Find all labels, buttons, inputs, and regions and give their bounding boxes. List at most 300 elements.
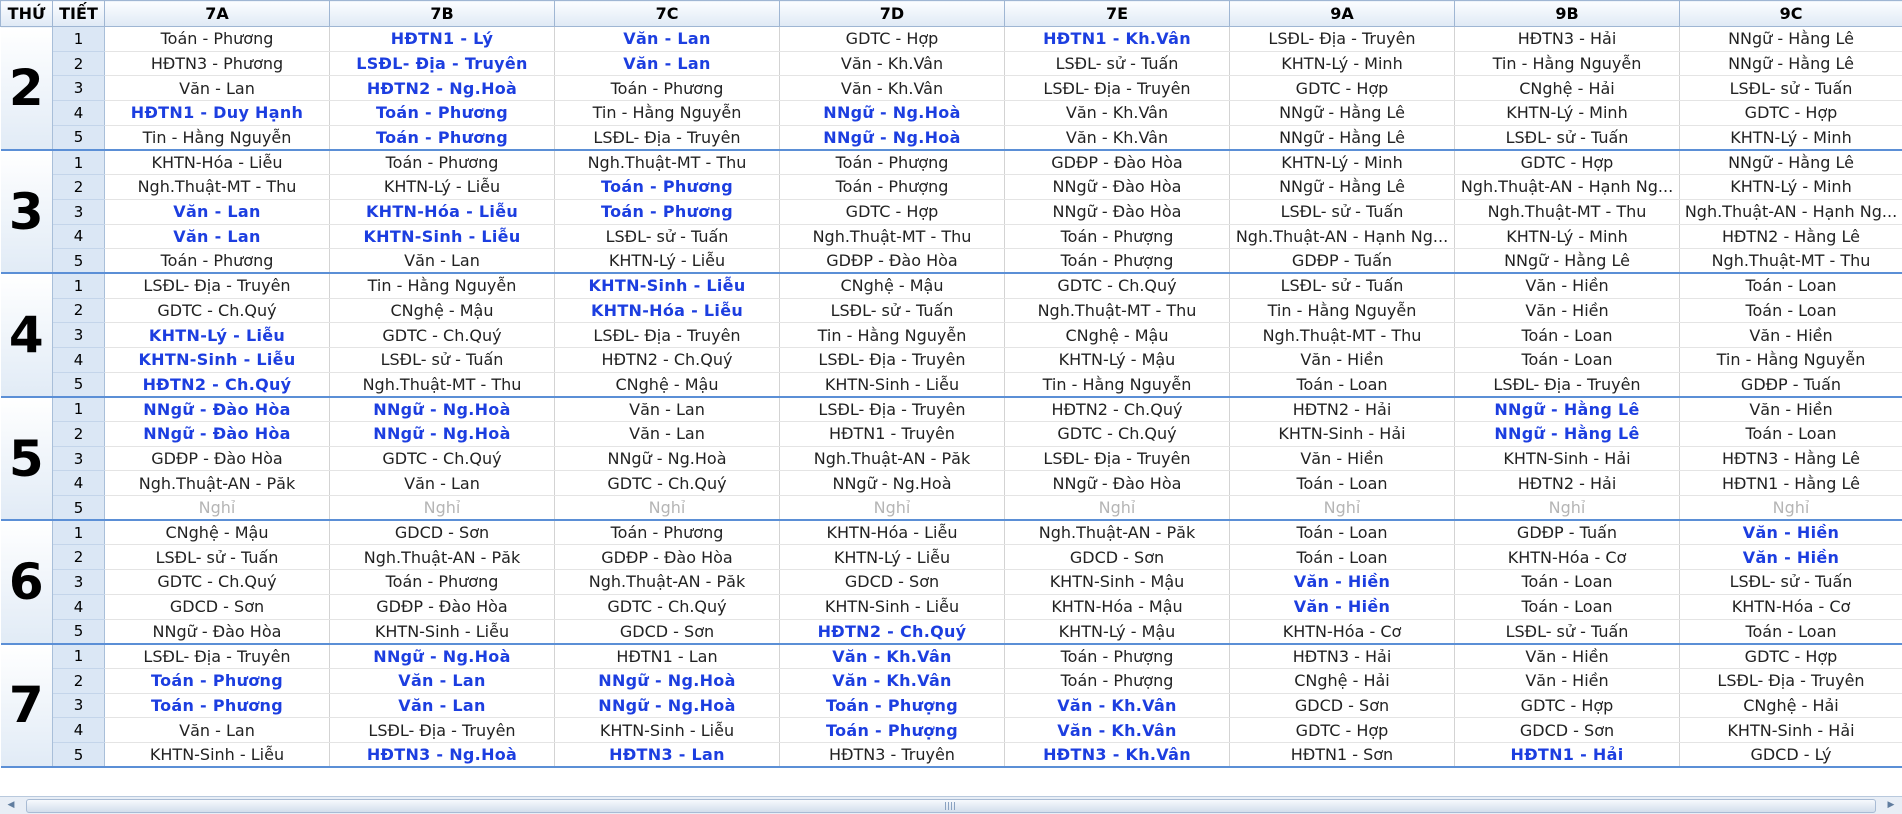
lesson-cell[interactable]: HĐTN2 - Ch.Quý bbox=[105, 372, 330, 397]
lesson-cell[interactable]: GDCD - Sơn bbox=[555, 619, 780, 644]
lesson-cell[interactable]: Toán - Loan bbox=[1680, 298, 1902, 323]
class-header-7a[interactable]: 7A bbox=[105, 1, 330, 27]
lesson-cell[interactable]: KHTN-Lý - Liễu bbox=[780, 545, 1005, 570]
lesson-cell[interactable]: Ngh.Thuật-AN - Hạnh Ng... bbox=[1680, 199, 1902, 224]
period-number[interactable]: 4 bbox=[53, 594, 105, 619]
table-row bbox=[1, 273, 1902, 298]
lesson-cell[interactable]: KHTN-Lý - Minh bbox=[1230, 150, 1455, 175]
lesson-cell[interactable]: Văn - Lan bbox=[105, 76, 330, 101]
lesson-cell[interactable]: GDĐP - Đào Hòa bbox=[105, 446, 330, 471]
period-number[interactable]: 3 bbox=[53, 76, 105, 101]
lesson-cell[interactable]: HĐTN3 - Hằng Lê bbox=[1680, 446, 1902, 471]
period-number[interactable]: 1 bbox=[53, 150, 105, 175]
lesson-cell[interactable]: Toán - Phương bbox=[555, 76, 780, 101]
lesson-cell[interactable]: HĐTN1 - Lý bbox=[330, 27, 555, 52]
lesson-cell[interactable]: Tin - Hằng Nguyễn bbox=[105, 125, 330, 150]
lesson-cell[interactable]: NNgữ - Đào Hòa bbox=[1005, 471, 1230, 496]
lesson-cell[interactable]: Văn - Kh.Vân bbox=[1005, 693, 1230, 718]
lesson-cell[interactable]: KHTN-Sinh - Mậu bbox=[1005, 570, 1230, 595]
lesson-cell[interactable]: Toán - Phượng bbox=[780, 718, 1005, 743]
lesson-cell[interactable]: GDTC - Ch.Quý bbox=[555, 471, 780, 496]
lesson-cell[interactable]: Toán - Phượng bbox=[1005, 644, 1230, 669]
lesson-cell[interactable]: Toán - Loan bbox=[1680, 422, 1902, 447]
lesson-cell[interactable]: KHTN-Hóa - Cơ bbox=[1455, 545, 1680, 570]
lesson-cell[interactable]: LSĐL- sử - Tuấn bbox=[555, 224, 780, 249]
scroll-left-arrow-icon[interactable]: ◀ bbox=[4, 799, 18, 812]
lesson-cell[interactable]: NNgữ - Ng.Hoà bbox=[780, 471, 1005, 496]
lesson-cell[interactable]: HĐTN2 - Hải bbox=[1455, 471, 1680, 496]
lesson-cell[interactable]: LSĐL- Địa - Truyên bbox=[780, 347, 1005, 372]
lesson-cell[interactable]: KHTN-Lý - Minh bbox=[1680, 125, 1902, 150]
lesson-cell[interactable]: CNghệ - Mậu bbox=[555, 372, 780, 397]
lesson-cell[interactable]: Văn - Lan bbox=[105, 718, 330, 743]
period-number[interactable]: 3 bbox=[53, 446, 105, 471]
horizontal-scrollbar[interactable] bbox=[0, 796, 1902, 814]
lesson-cell[interactable]: NNgữ - Ng.Hoà bbox=[780, 101, 1005, 126]
lesson-cell[interactable]: Toán - Phượng bbox=[780, 175, 1005, 200]
lesson-cell[interactable]: LSĐL- Địa - Truyên bbox=[330, 51, 555, 76]
lesson-cell[interactable]: GDCD - Lý bbox=[1680, 742, 1902, 767]
lesson-cell[interactable]: LSĐL- Địa - Truyên bbox=[1680, 668, 1902, 693]
lesson-cell[interactable]: Ngh.Thuật-MT - Thu bbox=[1680, 249, 1902, 274]
lesson-cell[interactable]: Văn - Hiền bbox=[1680, 323, 1902, 348]
lesson-cell[interactable]: NNgữ - Đào Hòa bbox=[105, 422, 330, 447]
period-number[interactable]: 4 bbox=[53, 224, 105, 249]
lesson-cell[interactable]: Toán - Phương bbox=[105, 27, 330, 52]
period-column-header[interactable]: TIẾT bbox=[53, 1, 105, 27]
scrollbar-thumb[interactable] bbox=[26, 799, 1876, 813]
period-number[interactable]: 5 bbox=[53, 372, 105, 397]
lesson-cell[interactable]: GDCD - Sơn bbox=[105, 594, 330, 619]
lesson-cell[interactable]: NNgữ - Hằng Lê bbox=[1680, 150, 1902, 175]
lesson-cell[interactable]: GDTC - Hợp bbox=[1230, 76, 1455, 101]
lesson-cell[interactable]: NNgữ - Hằng Lê bbox=[1230, 125, 1455, 150]
table-row bbox=[1, 742, 1902, 767]
lesson-cell[interactable]: Văn - Lan bbox=[555, 422, 780, 447]
lesson-cell[interactable]: LSĐL- Địa - Truyên bbox=[105, 644, 330, 669]
day-label[interactable]: 2 bbox=[1, 27, 53, 150]
lesson-cell[interactable]: GDCD - Sơn bbox=[780, 570, 1005, 595]
lesson-cell[interactable]: Nghỉ bbox=[1680, 496, 1902, 521]
lesson-cell[interactable]: Tin - Hằng Nguyễn bbox=[330, 273, 555, 298]
lesson-cell[interactable]: LSĐL- Địa - Truyên bbox=[1005, 76, 1230, 101]
lesson-cell[interactable]: Văn - Lan bbox=[330, 693, 555, 718]
lesson-cell[interactable]: KHTN-Sinh - Hải bbox=[1455, 446, 1680, 471]
lesson-cell[interactable]: Nghỉ bbox=[555, 496, 780, 521]
class-header-9b[interactable]: 9B bbox=[1455, 1, 1680, 27]
period-number[interactable]: 5 bbox=[53, 249, 105, 274]
lesson-cell[interactable]: LSĐL- sử - Tuấn bbox=[1680, 570, 1902, 595]
lesson-cell[interactable]: Toán - Loan bbox=[1455, 570, 1680, 595]
class-header-7e[interactable]: 7E bbox=[1005, 1, 1230, 27]
lesson-cell[interactable]: NNgữ - Hằng Lê bbox=[1455, 397, 1680, 422]
lesson-cell[interactable]: Toán - Phương bbox=[330, 101, 555, 126]
lesson-cell[interactable]: KHTN-Sinh - Liễu bbox=[330, 224, 555, 249]
table-row bbox=[1, 347, 1902, 372]
lesson-cell[interactable]: Văn - Kh.Vân bbox=[1005, 125, 1230, 150]
period-number[interactable]: 4 bbox=[53, 347, 105, 372]
lesson-cell[interactable]: GDĐP - Tuấn bbox=[1230, 249, 1455, 274]
lesson-cell[interactable]: Toán - Phương bbox=[330, 125, 555, 150]
lesson-cell[interactable]: Văn - Kh.Vân bbox=[780, 51, 1005, 76]
lesson-cell[interactable]: HĐTN3 - Kh.Vân bbox=[1005, 742, 1230, 767]
lesson-cell[interactable]: Văn - Kh.Vân bbox=[1005, 718, 1230, 743]
period-number[interactable]: 1 bbox=[53, 520, 105, 545]
lesson-cell[interactable]: KHTN-Lý - Minh bbox=[1680, 175, 1902, 200]
lesson-cell[interactable]: Toán - Loan bbox=[1455, 347, 1680, 372]
lesson-cell[interactable]: Toán - Loan bbox=[1230, 471, 1455, 496]
lesson-cell[interactable]: KHTN-Hóa - Liễu bbox=[105, 150, 330, 175]
period-number[interactable]: 3 bbox=[53, 199, 105, 224]
table-row bbox=[1, 520, 1902, 545]
lesson-cell[interactable]: Văn - Kh.Vân bbox=[1005, 101, 1230, 126]
lesson-cell[interactable]: NNgữ - Hằng Lê bbox=[1680, 27, 1902, 52]
period-number[interactable]: 2 bbox=[53, 51, 105, 76]
lesson-cell[interactable]: Nghỉ bbox=[1005, 496, 1230, 521]
lesson-cell[interactable]: KHTN-Lý - Mậu bbox=[1005, 619, 1230, 644]
lesson-cell[interactable]: LSĐL- sử - Tuấn bbox=[1230, 273, 1455, 298]
lesson-cell[interactable]: GDTC - Hợp bbox=[1230, 718, 1455, 743]
table-row bbox=[1, 397, 1902, 422]
lesson-cell[interactable]: LSĐL- Địa - Truyên bbox=[1455, 372, 1680, 397]
lesson-cell[interactable]: Tin - Hằng Nguyễn bbox=[780, 323, 1005, 348]
lesson-cell[interactable]: HĐTN3 - Hải bbox=[1230, 644, 1455, 669]
day-label[interactable]: 3 bbox=[1, 150, 53, 273]
lesson-cell[interactable]: KHTN-Lý - Minh bbox=[1455, 224, 1680, 249]
day-label[interactable]: 7 bbox=[1, 644, 53, 767]
scroll-right-arrow-icon[interactable]: ▶ bbox=[1884, 799, 1898, 812]
lesson-cell[interactable]: HĐTN2 - Ch.Quý bbox=[1005, 397, 1230, 422]
period-number[interactable]: 5 bbox=[53, 125, 105, 150]
lesson-cell[interactable]: HĐTN1 - Hằng Lê bbox=[1680, 471, 1902, 496]
lesson-cell[interactable]: Toán - Phượng bbox=[1005, 224, 1230, 249]
lesson-cell[interactable]: NNgữ - Đào Hòa bbox=[1005, 175, 1230, 200]
lesson-cell[interactable]: HĐTN3 - Hải bbox=[1455, 27, 1680, 52]
lesson-cell[interactable]: Nghỉ bbox=[780, 496, 1005, 521]
lesson-cell[interactable]: KHTN-Hóa - Cơ bbox=[1230, 619, 1455, 644]
lesson-cell[interactable]: KHTN-Sinh - Hải bbox=[1680, 718, 1902, 743]
period-number[interactable]: 2 bbox=[53, 422, 105, 447]
lesson-cell[interactable]: HĐTN3 - Ng.Hoà bbox=[330, 742, 555, 767]
lesson-cell[interactable]: CNghệ - Mậu bbox=[780, 273, 1005, 298]
lesson-cell[interactable]: GDTC - Ch.Quý bbox=[105, 570, 330, 595]
lesson-cell[interactable]: NNgữ - Ng.Hoà bbox=[330, 644, 555, 669]
lesson-cell[interactable]: Văn - Hiền bbox=[1230, 594, 1455, 619]
lesson-cell[interactable]: Toán - Phượng bbox=[1005, 249, 1230, 274]
table-row bbox=[1, 545, 1902, 570]
period-number[interactable]: 3 bbox=[53, 693, 105, 718]
lesson-cell[interactable]: LSĐL- sử - Tuấn bbox=[780, 298, 1005, 323]
lesson-cell[interactable]: Văn - Hiền bbox=[1455, 273, 1680, 298]
lesson-cell[interactable]: LSĐL- sử - Tuấn bbox=[330, 347, 555, 372]
lesson-cell[interactable]: Văn - Lan bbox=[330, 471, 555, 496]
lesson-cell[interactable]: Toán - Loan bbox=[1230, 372, 1455, 397]
table-row bbox=[1, 594, 1902, 619]
lesson-cell[interactable]: Văn - Kh.Vân bbox=[780, 644, 1005, 669]
lesson-cell[interactable]: KHTN-Lý - Liễu bbox=[330, 175, 555, 200]
lesson-cell[interactable]: Tin - Hằng Nguyễn bbox=[1455, 51, 1680, 76]
lesson-cell[interactable]: Toán - Loan bbox=[1680, 273, 1902, 298]
lesson-cell[interactable]: LSĐL- sử - Tuấn bbox=[1680, 76, 1902, 101]
lesson-cell[interactable]: Văn - Lan bbox=[105, 199, 330, 224]
class-header-7c[interactable]: 7C bbox=[555, 1, 780, 27]
lesson-cell[interactable]: Ngh.Thuật-MT - Thu bbox=[780, 224, 1005, 249]
lesson-cell[interactable]: Toán - Phượng bbox=[1005, 668, 1230, 693]
lesson-cell[interactable]: GDĐP - Tuấn bbox=[1455, 520, 1680, 545]
class-header-7d[interactable]: 7D bbox=[780, 1, 1005, 27]
lesson-cell[interactable]: Toán - Phương bbox=[330, 150, 555, 175]
lesson-cell[interactable]: Ngh.Thuật-AN - Păk bbox=[105, 471, 330, 496]
period-number[interactable]: 3 bbox=[53, 323, 105, 348]
period-number[interactable]: 3 bbox=[53, 570, 105, 595]
lesson-cell[interactable]: HĐTN3 - Truyên bbox=[780, 742, 1005, 767]
lesson-cell[interactable]: HĐTN1 - Lan bbox=[555, 644, 780, 669]
lesson-cell[interactable]: GDĐP - Tuấn bbox=[1680, 372, 1902, 397]
lesson-cell[interactable]: Ngh.Thuật-AN - Păk bbox=[780, 446, 1005, 471]
lesson-cell[interactable]: Văn - Hiền bbox=[1455, 298, 1680, 323]
lesson-cell[interactable]: Toán - Loan bbox=[1455, 323, 1680, 348]
lesson-cell[interactable]: KHTN-Hóa - Liễu bbox=[330, 199, 555, 224]
period-number[interactable]: 5 bbox=[53, 496, 105, 521]
lesson-cell[interactable]: GDTC - Hợp bbox=[1455, 150, 1680, 175]
day-label[interactable]: 4 bbox=[1, 273, 53, 396]
lesson-cell[interactable]: Văn - Hiền bbox=[1680, 545, 1902, 570]
lesson-cell[interactable]: HĐTN1 - Duy Hạnh bbox=[105, 101, 330, 126]
lesson-cell[interactable]: Văn - Lan bbox=[555, 397, 780, 422]
lesson-cell[interactable]: HĐTN1 - Sơn bbox=[1230, 742, 1455, 767]
lesson-cell[interactable]: Văn - Hiền bbox=[1230, 446, 1455, 471]
lesson-cell[interactable]: KHTN-Lý - Liễu bbox=[105, 323, 330, 348]
lesson-cell[interactable]: KHTN-Hóa - Mậu bbox=[1005, 594, 1230, 619]
lesson-cell[interactable]: Ngh.Thuật-MT - Thu bbox=[1455, 199, 1680, 224]
lesson-cell[interactable]: GDTC - Hợp bbox=[1455, 693, 1680, 718]
lesson-cell[interactable]: CNghệ - Mậu bbox=[330, 298, 555, 323]
lesson-cell[interactable]: NNgữ - Ng.Hoà bbox=[330, 397, 555, 422]
table-row bbox=[1, 249, 1902, 274]
lesson-cell[interactable]: GDĐP - Đào Hòa bbox=[780, 249, 1005, 274]
lesson-cell[interactable]: KHTN-Sinh - Hải bbox=[1230, 422, 1455, 447]
day-label[interactable]: 6 bbox=[1, 520, 53, 643]
class-header-7b[interactable]: 7B bbox=[330, 1, 555, 27]
lesson-cell[interactable]: GDĐP - Đào Hòa bbox=[330, 594, 555, 619]
lesson-cell[interactable]: KHTN-Lý - Minh bbox=[1230, 51, 1455, 76]
lesson-cell[interactable]: Văn - Lan bbox=[330, 249, 555, 274]
lesson-cell[interactable]: Văn - Kh.Vân bbox=[780, 76, 1005, 101]
lesson-cell[interactable]: CNghệ - Mậu bbox=[105, 520, 330, 545]
lesson-cell[interactable]: HĐTN1 - Truyên bbox=[780, 422, 1005, 447]
lesson-cell[interactable]: Toán - Phương bbox=[555, 175, 780, 200]
lesson-cell[interactable]: GDTC - Ch.Quý bbox=[555, 594, 780, 619]
period-number[interactable]: 2 bbox=[53, 175, 105, 200]
lesson-cell[interactable]: Ngh.Thuật-MT - Thu bbox=[555, 150, 780, 175]
lesson-cell[interactable]: Ngh.Thuật-MT - Thu bbox=[105, 175, 330, 200]
lesson-cell[interactable]: Tin - Hằng Nguyễn bbox=[1230, 298, 1455, 323]
lesson-cell[interactable]: Toán - Phương bbox=[555, 520, 780, 545]
lesson-cell[interactable]: GDTC - Hợp bbox=[1680, 644, 1902, 669]
lesson-cell[interactable]: NNgữ - Ng.Hoà bbox=[330, 422, 555, 447]
lesson-cell[interactable]: LSĐL- sử - Tuấn bbox=[1455, 125, 1680, 150]
lesson-cell[interactable]: Nghỉ bbox=[1230, 496, 1455, 521]
lesson-cell[interactable]: LSĐL- sử - Tuấn bbox=[1230, 199, 1455, 224]
lesson-cell[interactable]: CNghệ - Hải bbox=[1230, 668, 1455, 693]
lesson-cell[interactable]: Toán - Phượng bbox=[780, 693, 1005, 718]
lesson-cell[interactable]: NNgữ - Ng.Hoà bbox=[555, 446, 780, 471]
lesson-cell[interactable]: GDTC - Ch.Quý bbox=[105, 298, 330, 323]
lesson-cell[interactable]: Văn - Hiền bbox=[1680, 520, 1902, 545]
lesson-cell[interactable]: KHTN-Hóa - Cơ bbox=[1680, 594, 1902, 619]
period-number[interactable]: 1 bbox=[53, 397, 105, 422]
lesson-cell[interactable]: LSĐL- Địa - Truyên bbox=[330, 718, 555, 743]
lesson-cell[interactable]: KHTN-Lý - Minh bbox=[1455, 101, 1680, 126]
lesson-cell[interactable]: NNgữ - Đào Hòa bbox=[105, 397, 330, 422]
lesson-cell[interactable]: Toán - Loan bbox=[1455, 594, 1680, 619]
lesson-cell[interactable]: HĐTN2 - Hằng Lê bbox=[1680, 224, 1902, 249]
lesson-cell[interactable]: NNgữ - Ng.Hoà bbox=[555, 668, 780, 693]
lesson-cell[interactable]: KHTN-Sinh - Liễu bbox=[330, 619, 555, 644]
lesson-cell[interactable]: Văn - Hiền bbox=[1230, 347, 1455, 372]
lesson-cell[interactable]: Văn - Lan bbox=[555, 27, 780, 52]
lesson-cell[interactable]: Văn - Lan bbox=[555, 51, 780, 76]
lesson-cell[interactable]: Toán - Phương bbox=[105, 668, 330, 693]
lesson-cell[interactable]: NNgữ - Hằng Lê bbox=[1680, 51, 1902, 76]
lesson-cell[interactable]: KHTN-Sinh - Liễu bbox=[105, 347, 330, 372]
lesson-cell[interactable]: GDCD - Sơn bbox=[1455, 718, 1680, 743]
lesson-cell[interactable]: HĐTN2 - Ch.Quý bbox=[555, 347, 780, 372]
lesson-cell[interactable]: GDTC - Ch.Quý bbox=[1005, 273, 1230, 298]
lesson-cell[interactable]: Ngh.Thuật-MT - Thu bbox=[1230, 323, 1455, 348]
lesson-cell[interactable]: Toán - Loan bbox=[1680, 619, 1902, 644]
lesson-cell[interactable]: LSĐL- Địa - Truyên bbox=[780, 397, 1005, 422]
lesson-cell[interactable]: Văn - Lan bbox=[330, 668, 555, 693]
day-column-header[interactable]: THỨ bbox=[1, 1, 53, 27]
lesson-cell[interactable]: Toán - Phương bbox=[555, 199, 780, 224]
lesson-cell[interactable]: CNghệ - Hải bbox=[1455, 76, 1680, 101]
lesson-cell[interactable]: Văn - Lan bbox=[105, 224, 330, 249]
lesson-cell[interactable]: GDCD - Sơn bbox=[1230, 693, 1455, 718]
lesson-cell[interactable]: NNgữ - Hằng Lê bbox=[1455, 422, 1680, 447]
lesson-cell[interactable]: NNgữ - Đào Hòa bbox=[105, 619, 330, 644]
lesson-cell[interactable]: GDTC - Hợp bbox=[1680, 101, 1902, 126]
lesson-cell[interactable]: KHTN-Hóa - Liễu bbox=[555, 298, 780, 323]
lesson-cell[interactable]: Ngh.Thuật-AN - Hạnh Ng... bbox=[1455, 175, 1680, 200]
lesson-cell[interactable]: NNgữ - Đào Hòa bbox=[1005, 199, 1230, 224]
period-number[interactable]: 1 bbox=[53, 644, 105, 669]
lesson-cell[interactable]: HĐTN1 - Hải bbox=[1455, 742, 1680, 767]
lesson-cell[interactable]: NNgữ - Hằng Lê bbox=[1230, 175, 1455, 200]
lesson-cell[interactable]: GDTC - Hợp bbox=[780, 199, 1005, 224]
lesson-cell[interactable]: Tin - Hằng Nguyễn bbox=[1005, 372, 1230, 397]
lesson-cell[interactable]: Toán - Phương bbox=[330, 570, 555, 595]
lesson-cell[interactable]: Toán - Phương bbox=[105, 249, 330, 274]
lesson-cell[interactable]: GDTC - Hợp bbox=[780, 27, 1005, 52]
lesson-cell[interactable]: NNgữ - Ng.Hoà bbox=[780, 125, 1005, 150]
lesson-cell[interactable]: LSĐL- Địa - Truyên bbox=[555, 323, 780, 348]
period-number[interactable]: 2 bbox=[53, 545, 105, 570]
lesson-cell[interactable]: GDĐP - Đào Hòa bbox=[1005, 150, 1230, 175]
lesson-cell[interactable]: Ngh.Thuật-AN - Păk bbox=[1005, 520, 1230, 545]
lesson-cell[interactable]: HĐTN3 - Phương bbox=[105, 51, 330, 76]
lesson-cell[interactable]: HĐTN1 - Kh.Vân bbox=[1005, 27, 1230, 52]
lesson-cell[interactable]: Văn - Hiền bbox=[1455, 668, 1680, 693]
lesson-cell[interactable]: Văn - Hiền bbox=[1230, 570, 1455, 595]
period-number[interactable]: 1 bbox=[53, 27, 105, 52]
lesson-cell[interactable]: Nghỉ bbox=[330, 496, 555, 521]
lesson-cell[interactable]: LSĐL- sử - Tuấn bbox=[1455, 619, 1680, 644]
lesson-cell[interactable]: Toán - Phượng bbox=[780, 150, 1005, 175]
lesson-cell[interactable]: Nghỉ bbox=[105, 496, 330, 521]
lesson-cell[interactable]: GDTC - Ch.Quý bbox=[330, 446, 555, 471]
class-header-9c[interactable]: 9C bbox=[1680, 1, 1902, 27]
lesson-cell[interactable]: KHTN-Sinh - Liễu bbox=[555, 273, 780, 298]
period-number[interactable]: 2 bbox=[53, 298, 105, 323]
lesson-cell[interactable]: Tin - Hằng Nguyễn bbox=[555, 101, 780, 126]
lesson-cell[interactable]: Toán - Loan bbox=[1230, 520, 1455, 545]
lesson-cell[interactable]: Toán - Loan bbox=[1230, 545, 1455, 570]
lesson-cell[interactable]: GDCD - Sơn bbox=[1005, 545, 1230, 570]
period-number[interactable]: 4 bbox=[53, 718, 105, 743]
lesson-cell[interactable]: Tin - Hằng Nguyễn bbox=[1680, 347, 1902, 372]
lesson-cell[interactable]: HĐTN2 - Hải bbox=[1230, 397, 1455, 422]
lesson-cell[interactable]: Văn - Hiền bbox=[1680, 397, 1902, 422]
period-number[interactable]: 2 bbox=[53, 668, 105, 693]
lesson-cell[interactable]: HĐTN3 - Lan bbox=[555, 742, 780, 767]
lesson-cell[interactable]: LSĐL- Địa - Truyên bbox=[1230, 27, 1455, 52]
lesson-cell[interactable]: KHTN-Sinh - Liễu bbox=[105, 742, 330, 767]
class-header-9a[interactable]: 9A bbox=[1230, 1, 1455, 27]
lesson-cell[interactable]: KHTN-Sinh - Liễu bbox=[780, 372, 1005, 397]
period-number[interactable]: 5 bbox=[53, 742, 105, 767]
lesson-cell[interactable]: NNgữ - Ng.Hoà bbox=[555, 693, 780, 718]
lesson-cell[interactable]: KHTN-Lý - Liễu bbox=[555, 249, 780, 274]
lesson-cell[interactable]: Văn - Hiền bbox=[1455, 644, 1680, 669]
lesson-cell[interactable]: Văn - Kh.Vân bbox=[780, 668, 1005, 693]
lesson-cell[interactable]: HĐTN2 - Ng.Hoà bbox=[330, 76, 555, 101]
lesson-cell[interactable]: NNgữ - Hằng Lê bbox=[1230, 101, 1455, 126]
lesson-cell[interactable]: LSĐL- Địa - Truyên bbox=[1005, 446, 1230, 471]
lesson-cell[interactable]: CNghệ - Hải bbox=[1680, 693, 1902, 718]
lesson-cell[interactable]: LSĐL- sử - Tuấn bbox=[1005, 51, 1230, 76]
lesson-cell[interactable]: LSĐL- Địa - Truyên bbox=[105, 273, 330, 298]
period-number[interactable]: 5 bbox=[53, 619, 105, 644]
day-label[interactable]: 5 bbox=[1, 397, 53, 520]
lesson-cell[interactable]: GDTC - Ch.Quý bbox=[1005, 422, 1230, 447]
lesson-cell[interactable]: GDĐP - Đào Hòa bbox=[555, 545, 780, 570]
lesson-cell[interactable]: GDTC - Ch.Quý bbox=[330, 323, 555, 348]
lesson-cell[interactable]: KHTN-Hóa - Liễu bbox=[780, 520, 1005, 545]
lesson-cell[interactable]: LSĐL- sử - Tuấn bbox=[105, 545, 330, 570]
lesson-cell[interactable]: CNghệ - Mậu bbox=[1005, 323, 1230, 348]
period-number[interactable]: 4 bbox=[53, 471, 105, 496]
period-number[interactable]: 1 bbox=[53, 273, 105, 298]
lesson-cell[interactable]: Ngh.Thuật-AN - Păk bbox=[555, 570, 780, 595]
lesson-cell[interactable]: Toán - Phương bbox=[105, 693, 330, 718]
lesson-cell[interactable]: KHTN-Sinh - Liễu bbox=[555, 718, 780, 743]
lesson-cell[interactable]: HĐTN2 - Ch.Quý bbox=[780, 619, 1005, 644]
lesson-cell[interactable]: GDCD - Sơn bbox=[330, 520, 555, 545]
lesson-cell[interactable]: Ngh.Thuật-AN - Păk bbox=[330, 545, 555, 570]
table-row bbox=[1, 175, 1902, 200]
lesson-cell[interactable]: KHTN-Sinh - Liễu bbox=[780, 594, 1005, 619]
period-number[interactable]: 4 bbox=[53, 101, 105, 126]
lesson-cell[interactable]: Ngh.Thuật-MT - Thu bbox=[330, 372, 555, 397]
header-row bbox=[1, 1, 1902, 27]
lesson-cell[interactable]: Ngh.Thuật-AN - Hạnh Ng... bbox=[1230, 224, 1455, 249]
lesson-cell[interactable]: Nghỉ bbox=[1455, 496, 1680, 521]
lesson-cell[interactable]: Ngh.Thuật-MT - Thu bbox=[1005, 298, 1230, 323]
lesson-cell[interactable]: KHTN-Lý - Mậu bbox=[1005, 347, 1230, 372]
lesson-cell[interactable]: LSĐL- Địa - Truyên bbox=[555, 125, 780, 150]
lesson-cell[interactable]: NNgữ - Hằng Lê bbox=[1455, 249, 1680, 274]
